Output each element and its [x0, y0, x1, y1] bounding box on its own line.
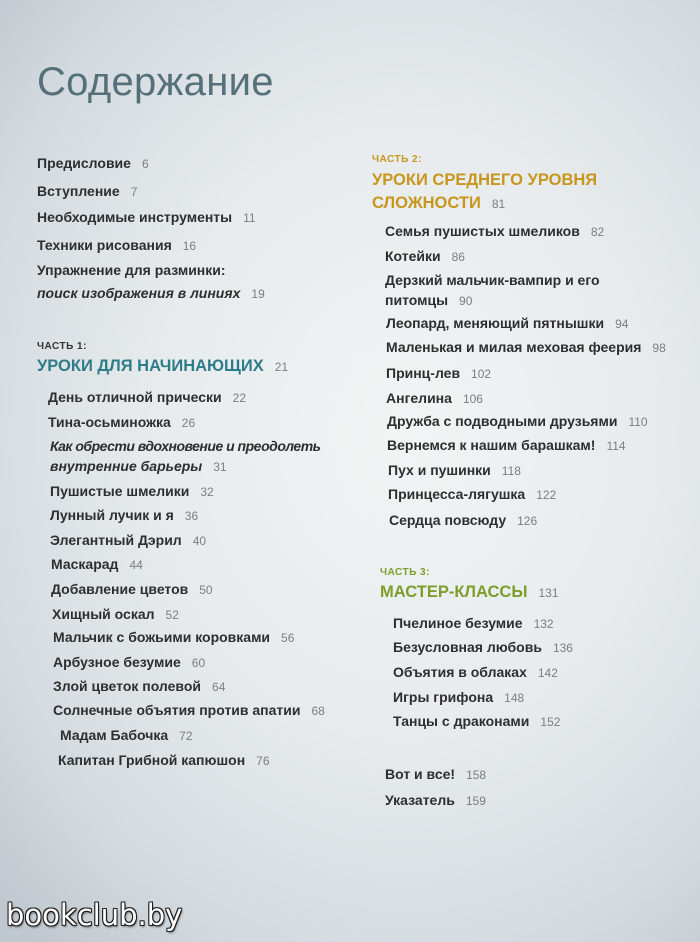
toc-entry-title: Ангелина: [386, 390, 452, 406]
toc-entry: [37, 262, 226, 278]
page-number: 102: [471, 367, 492, 381]
toc-entry: [393, 689, 524, 706]
page-number: 52: [165, 608, 179, 622]
page-number: 98: [652, 341, 666, 355]
part-title: [380, 582, 559, 603]
page-number: 32: [200, 485, 214, 499]
toc-entry: [51, 556, 143, 573]
toc-entry-subtitle: поиск изображения в линиях: [37, 285, 241, 301]
part-label: ЧАСТЬ 1:: [37, 341, 87, 352]
toc-entry: [48, 414, 195, 431]
page-number: 82: [590, 225, 605, 239]
toc-entry: [387, 413, 648, 430]
toc-entry-title: Маскарад: [51, 556, 119, 572]
toc-entry: [386, 339, 666, 356]
page-number: 36: [184, 509, 199, 523]
page-number: 152: [540, 715, 561, 729]
toc-entry-title: Как обрести вдохновение и преодолеть: [50, 438, 321, 454]
toc-entry-continuation: [50, 458, 227, 475]
page-number: 148: [504, 691, 525, 705]
part-label: ЧАСТЬ 2:: [372, 154, 422, 165]
part-title-text: СЛОЖНОСТИ: [372, 194, 481, 212]
toc-entry: [37, 155, 149, 172]
page-number: 40: [192, 534, 207, 548]
toc-entry-title: Вот и все!: [385, 766, 456, 782]
toc-entry: [385, 272, 600, 288]
page-number: 142: [537, 666, 558, 680]
part-title: [37, 356, 288, 377]
toc-entry-title: Мальчик с божьими коровками: [53, 629, 271, 645]
toc-entry-title: Необходимые инструменты: [37, 209, 233, 225]
toc-entry: [385, 792, 486, 809]
toc-entry: [53, 654, 205, 671]
watermark: bookclub.by: [6, 898, 183, 932]
toc-entry-title: Упражнение для разминки:: [37, 262, 226, 278]
page-number: 6: [141, 157, 149, 171]
toc-entry: [385, 223, 604, 240]
toc-entry-continuation: [37, 285, 265, 302]
page-number: 90: [459, 294, 473, 308]
toc-entry-title: Безусловная любовь: [393, 639, 542, 655]
toc-entry-title: Капитан Грибной капюшон: [58, 752, 246, 768]
page-number: 76: [256, 754, 270, 768]
toc-entry-title: Объятия в облаках: [393, 664, 527, 680]
page-number: 56: [281, 631, 295, 645]
toc-entry-title: Элегантный Дэрил: [50, 532, 182, 548]
toc-entry: [393, 639, 573, 656]
toc-entry-continuation: [385, 292, 472, 309]
toc-entry-title: Указатель: [385, 792, 455, 808]
page-number: 122: [536, 488, 557, 502]
toc-entry: [385, 766, 486, 783]
toc-entry-title: Танцы с драконами: [393, 713, 530, 729]
toc-entry: [37, 209, 256, 226]
toc-entry-title: Злой цветок полевой: [53, 678, 202, 694]
part-title-text: УРОКИ ДЛЯ НАЧИНАЮЩИХ: [37, 357, 264, 375]
page-number: 126: [517, 514, 538, 528]
toc-entry: [389, 512, 537, 529]
part-title-continuation: [372, 193, 505, 214]
toc-entry-title: Игры грифона: [393, 689, 494, 705]
toc-entry-title: Хищный оскал: [52, 606, 155, 622]
toc-entry: [53, 702, 325, 719]
toc-entry: [50, 483, 214, 500]
toc-entry-title: Пух и пушинки: [388, 462, 491, 478]
page-number: 110: [628, 415, 648, 429]
toc-entry-title: Котейки: [385, 248, 441, 264]
toc-entry-title: Сердца повсюду: [389, 512, 507, 528]
toc-entry: [393, 664, 558, 681]
toc-entry-title: Принц-лев: [386, 365, 461, 381]
toc-entry-title: Леопард, меняющий пятнышки: [386, 315, 605, 331]
toc-entry-subtitle: внутренние барьеры: [50, 458, 203, 474]
toc-entry: [386, 315, 628, 332]
page-number: 131: [538, 586, 559, 600]
toc-entry: [388, 462, 521, 479]
toc-entry-title: Дружба с подводными друзьями: [387, 413, 618, 429]
page-number: 22: [232, 391, 246, 405]
page-number: 118: [501, 464, 521, 478]
toc-entry-title: Арбузное безумие: [53, 654, 181, 670]
page-number: 86: [451, 250, 465, 264]
toc-entry: [37, 237, 196, 254]
page-number: 106: [462, 392, 483, 406]
toc-entry: [53, 629, 294, 646]
toc-entry: [53, 678, 225, 695]
page-number: 31: [213, 460, 227, 474]
page-number: 21: [274, 360, 289, 374]
toc-entry-title: Вступление: [37, 183, 120, 199]
toc-entry: [393, 615, 554, 632]
toc-entry: [385, 248, 465, 265]
toc-entry: [386, 390, 483, 407]
toc-entry: [388, 486, 556, 503]
toc-entry-title: Вернемся к нашим барашкам!: [387, 437, 596, 453]
page-number: 26: [181, 416, 196, 430]
page-number: 7: [130, 185, 138, 199]
toc-entry-title: Принцесса-лягушка: [388, 486, 526, 502]
toc-entry-title: Предисловие: [37, 155, 131, 171]
page-number: 94: [615, 317, 629, 331]
toc-entry: [37, 183, 137, 200]
toc-entry-title: Пчелиное безумие: [393, 615, 523, 631]
part-title-text: УРОКИ СРЕДНЕГО УРОВНЯ: [372, 171, 598, 189]
toc-entry-subtitle: питомцы: [385, 292, 449, 308]
toc-entry: [52, 606, 179, 623]
toc-entry-title: Семья пушистых шмеликов: [385, 223, 580, 239]
page-number: 44: [129, 558, 143, 572]
toc-entry: [393, 713, 560, 730]
toc-entry: [50, 507, 198, 524]
page-number: 68: [311, 704, 325, 718]
page-number: 60: [191, 656, 206, 670]
toc-entry-title: День отличной прически: [48, 389, 222, 405]
toc-entry: [50, 438, 320, 454]
toc-entry: [387, 437, 626, 454]
toc-entry-title: Лунный лучик и я: [50, 507, 174, 523]
toc-entry: [51, 581, 213, 598]
part-title: [372, 170, 597, 190]
part-title-text: МАСТЕР-КЛАССЫ: [380, 583, 528, 601]
toc-entry: [60, 727, 193, 744]
page-number: 132: [533, 617, 554, 631]
page-number: 81: [491, 197, 506, 211]
toc-entry-title: Тина-осьминожка: [48, 414, 171, 430]
toc-entry-title: Маленькая и милая меховая феерия: [386, 339, 642, 355]
toc-entry: [386, 365, 491, 382]
page-number: 16: [182, 239, 197, 253]
page-number: 19: [251, 287, 265, 301]
page-number: 50: [199, 583, 213, 597]
toc-entry-title: Мадам Бабочка: [60, 727, 169, 743]
toc-entry: [50, 532, 206, 549]
page-number: 159: [465, 794, 486, 808]
part-label: ЧАСТЬ 3:: [380, 567, 430, 578]
page-title: Содержание: [37, 60, 274, 104]
page-number: 158: [466, 768, 487, 782]
page-number: 72: [179, 729, 193, 743]
toc-entry-title: Пушистые шмелики: [50, 483, 190, 499]
toc-entry: [48, 389, 246, 406]
toc-entry-title: Добавление цветов: [51, 581, 189, 597]
page-number: 114: [606, 439, 626, 453]
page-number: 136: [552, 641, 573, 655]
page-number: 64: [212, 680, 226, 694]
toc-entry-title: Солнечные объятия против апатии: [53, 702, 301, 718]
page-number: 11: [243, 211, 256, 225]
toc-entry-title: Дерзкий мальчик-вампир и его: [385, 272, 600, 288]
toc-entry: [58, 752, 270, 769]
toc-entry-title: Техники рисования: [37, 237, 172, 253]
